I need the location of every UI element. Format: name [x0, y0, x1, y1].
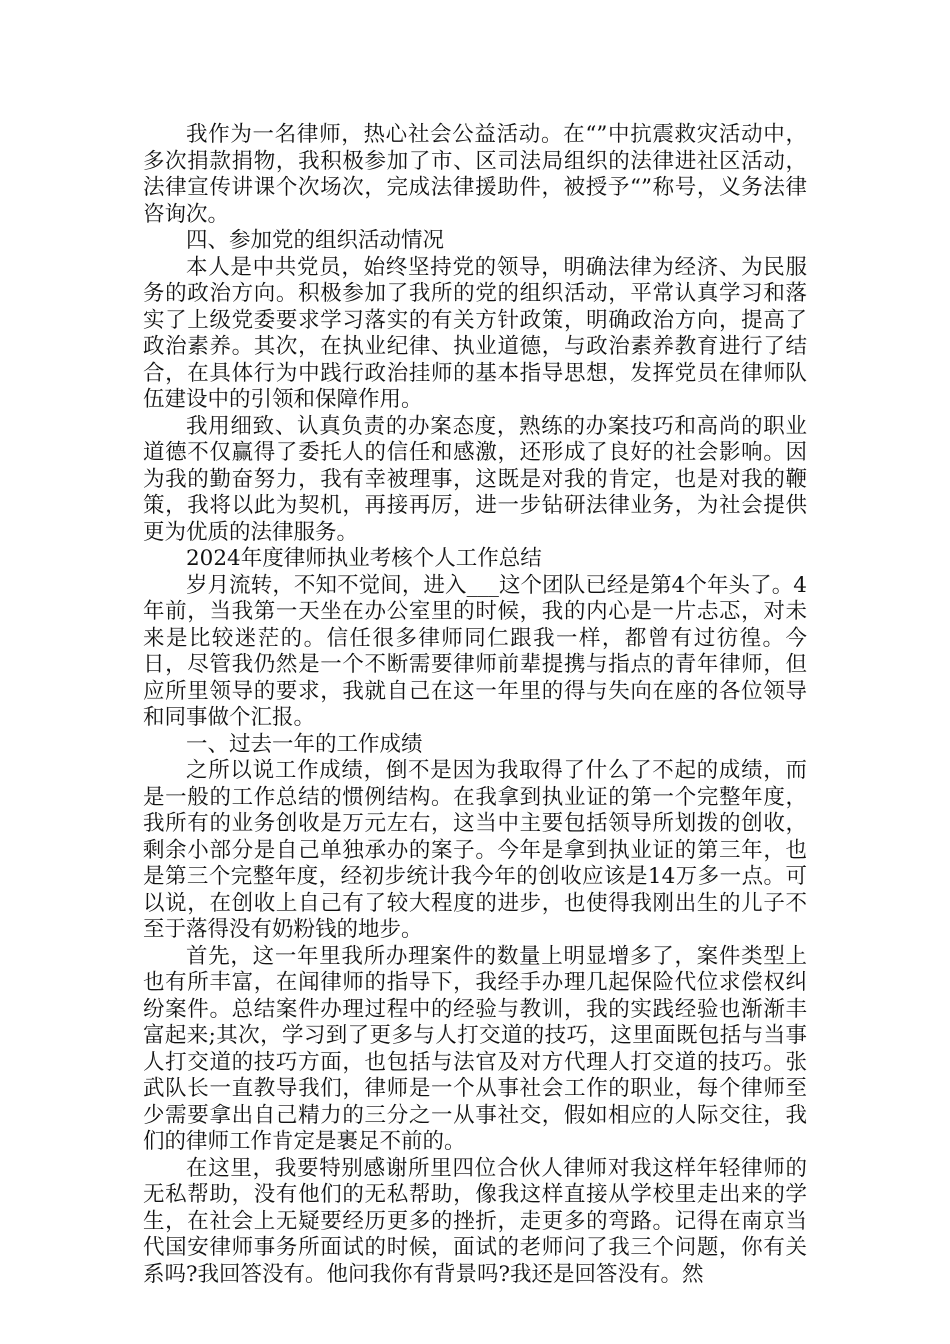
document-subtitle: 2024年度律师执业考核个人工作总结: [186, 546, 542, 571]
paragraph-gratitude: 在这里，我要特别感谢所里四位合伙人律师对我这样年轻律师的无私帮助，没有他们的无私帮助，像我这样直接从学校里走出来的学生，在社会上无疑要经历更多的挫折，走更多的弯路。记得在南京当代国安律师事务所面试的时候，面试的老师问了我三个问题，你有关系吗?我回答没有。他问我你有背景吗?我还是回答没有。然: [143, 1155, 807, 1287]
paragraph-intro: 岁月流转，不知不觉间，进入___这个团队已经是第4个年头了。4年前，当我第一天坐在办公室里的时候，我的内心是一片忐忑，对未来是比较迷茫的。信任很多律师同仁跟我一样，都曾有过彷徨。今日，尽管我仍然是一个不断需要律师前辈提携与指点的青年律师，但应所里领导的要求，我就自己在这一年里的得与失向在座的各位领导和同事做个汇报。: [143, 572, 807, 730]
document-body: [143, 122, 807, 1288]
paragraph-cases: 首先，这一年里我所办理案件的数量上明显增多了，案件类型上也有所丰富，在闻律师的指导下，我经手办理几起保险代位求偿权纠纷案件。总结案件办理过程中的经验与教训，我的实践经验也渐渐丰富起来;其次，学习到了更多与人打交道的技巧，这里面既包括与当事人打交道的技巧方面，也包括与法官及对方代理人打交道的技巧。张武队长一直教导我们，律师是一个从事社会工作的职业，每个律师至少需要拿出自己精力的三分之一从事社交，假如相应的人际交往，我们的律师工作肯定是裹足不前的。: [143, 943, 807, 1154]
section-heading-party-activities: 四、参加党的组织活动情况: [186, 228, 445, 253]
paragraph-party-member: 本人是中共党员，始终坚持党的领导，明确法律为经济、为民服务的政治方向。积极参加了我所的党的组织活动，平常认真学习和落实了上级党委要求学习落实的有关方针政策，明确政治方向，提高了政治素养。其次，在执业纪律、执业道德，与政治素养教育进行了结合，在具体行为中践行政治挂师的基本指导思想，发挥党员在律师队伍建设中的引领和保障作用。: [143, 254, 807, 412]
section-heading-achievements: 一、过去一年的工作成绩: [186, 731, 423, 757]
paragraph-revenue: 之所以说工作成绩，倒不是因为我取得了什么了不起的成绩，而是一般的工作总结的惯例结构。在我拿到执业证的第一个完整年度，我所有的业务创收是万元左右，这当中主要包括领导所划拨的创收，剩余小部分是自己单独承办的案子。今年是拿到执业证的第三年，也是第三个完整年度，经初步统计我今年的创收应该是14万多一点。可以说，在创收上自己有了较大程度的进步，也使得我刚出生的儿子不至于落得没有奶粉钱的地步。: [143, 758, 807, 942]
paragraph-public-welfare: 我作为一名律师，热心社会公益活动。在“”中抗震救灾活动中，多次捐款捐物，我积极参加了市、区司法局组织的法律进社区活动，法律宣传讲课个次场次，完成法律援助件，被授予“”称号，义务法律咨询次。: [143, 122, 807, 227]
paragraph-professional-ethics: 我用细致、认真负责的办案态度，熟练的办案技巧和高尚的职业道德不仅赢得了委托人的信任和感激，还形成了良好的社会影响。因为我的勤奋努力，我有幸被理事，这既是对我的肯定，也是对我的鞭策，我将以此为契机，再接再厉，进一步钻研法律业务，为社会提供更为优质的法律服务。: [143, 413, 807, 545]
